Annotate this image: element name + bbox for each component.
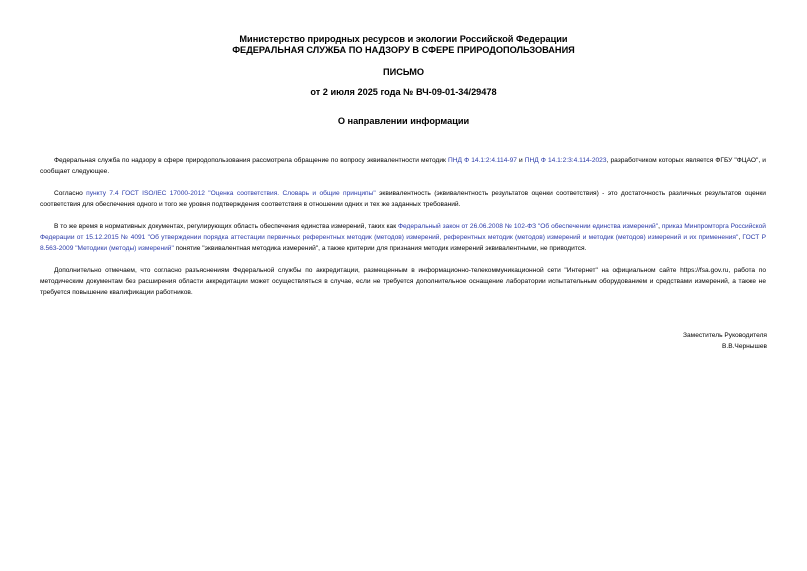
paragraph-3 — [40, 221, 766, 254]
document-date-number: от 2 июля 2025 года № ВЧ-09-01-34/29478 — [310, 87, 497, 97]
paragraph-4 — [40, 265, 766, 298]
paragraph-1 — [40, 155, 766, 177]
ministry-name: Министерство природных ресурсов и экологии Российской Федерации — [239, 34, 568, 44]
signature-block — [683, 330, 767, 352]
p1-text-3: , разработчиком которых является ФГБУ "ФЦАО", и сообщает следующее. — [40, 157, 766, 175]
p1-text-1: Федеральная служба по надзору в сфере природопользования рассмотрела обращение по вопросу эквивалентности методик — [54, 157, 449, 164]
p2-text-2: эквивалентность (эквивалентность результатов оценки соответствия) - это достаточность различных результатов оценки соответствия для обеспечения одного и того же уровня подтверждения соответствия в отношении одних и тех же заданных требований. — [40, 190, 766, 208]
service-name: ФЕДЕРАЛЬНАЯ СЛУЖБА ПО НАДЗОРУ В СФЕРЕ ПРИРОДОПОЛЬЗОВАНИЯ — [232, 45, 575, 55]
p3-text-4: понятие "эквивалентная методика измерений", а также критерии для признания методик измерений эквивалентными, не приводится. — [173, 245, 587, 252]
letter-body — [40, 155, 766, 309]
p4-text-1: Дополнительно отмечаем, что согласно разъяснениям Федеральной службы по аккредитации, размещенным в информационно-телекоммуникационной сети "Интернет" на официальном сайте https://fsa.gov.ru, работа по методическим документам без расширения области аккредитации может осуществляться в случае, если не требуется дополнительное оснащение лаборатории испытательным оборудованием и средствами измерений, а также не требуется повышение квалификации работников. — [40, 267, 766, 296]
document-subject: О направлении информации — [337, 116, 470, 126]
p3-text-3: , — [738, 234, 743, 241]
link-pnd-114-97[interactable]: ПНД Ф 14.1:2:4.114-97 — [448, 157, 517, 164]
p3-text-1: В то же время в нормативных документах, регулирующих область обеспечения единства измерений, таких как — [54, 223, 398, 230]
document-type: ПИСЬМО — [382, 67, 425, 77]
link-gost-r-8-563[interactable]: ГОСТ Р 8.563-2009 "Методики (методы) измерений" — [40, 234, 766, 252]
p1-text-2: и — [516, 157, 525, 164]
paragraph-2 — [40, 188, 766, 210]
link-pnd-114-2023[interactable]: ПНД Ф 14.1:2:3:4.114-2023 — [524, 157, 607, 164]
p3-text-2: , — [658, 223, 662, 230]
p2-text-1: Согласно — [54, 190, 87, 197]
link-minpromtorg-order-4091[interactable]: приказ Минпромторга Российской Федерации от 15.12.2015 № 4091 "Об утверждении порядка аттестации первичных референтных методик (методов) измерений, референтных методик (методов) измерений и методик (методов) измерений и их применения" — [40, 223, 766, 241]
issuer-header — [0, 34, 807, 56]
signer-name: В.В.Чернышев — [721, 343, 767, 350]
signer-position: Заместитель Руководителя — [683, 332, 767, 339]
link-federal-law-102[interactable]: Федеральный закон от 26.06.2008 № 102-ФЗ "Об обеспечении единства измерений" — [398, 223, 659, 230]
link-gost-iso-17000[interactable]: пункту 7.4 ГОСТ ISO/IEC 17000-2012 "Оценка соответствия. Словарь и общие принципы" — [86, 190, 376, 197]
